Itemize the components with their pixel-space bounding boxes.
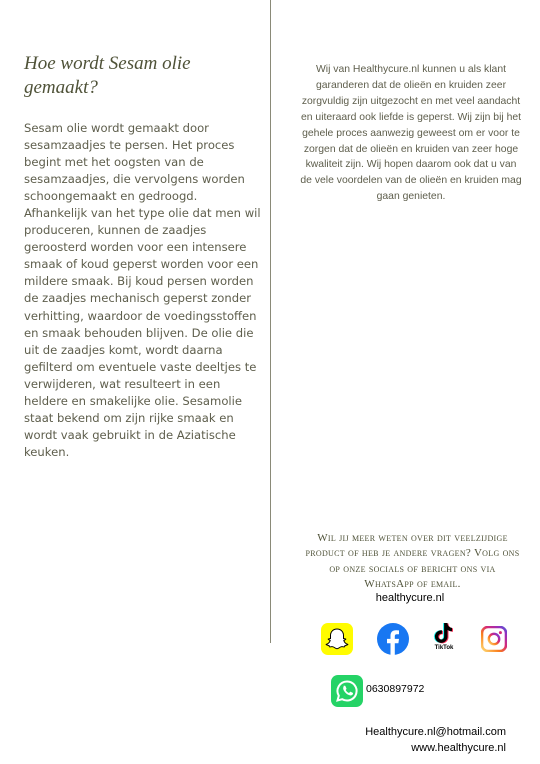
tiktok-label: TikTok bbox=[434, 645, 454, 651]
body-paragraph: Sesam olie wordt gemaakt door sesamzaadjes te persen. Het proces begint met het oogsten van de sesamzaadjes, die vervolgens worden schoongemaakt en gedroogd. Afhankelijk van het type olie dat men wil produceren, kunnen de zaadjes geroosterd worden voor een intensere smaak of koud geperst worden voor een mildere smaak. Bij koud persen worden de zaadjes mechanisch geperst zonder verhitting, waardoor de voedingsstoffen en smaak behouden blijven. De olie die uit de zaadjes komt, wordt daarna gefilterd om eventuele vaste deeltjes te verwijderen, wat resulteert in een heldere en smakelijke olie. Sesamolie staat bekend om zijn rijke smaak en wordt vaak gebruikt in de Aziatische keuken. bbox=[24, 121, 261, 459]
intro-paragraph: Wij van Healthycure.nl kunnen u als klant garanderen dat de olieën en kruiden zeer zorgvuldig zijn uitgezocht en met veel aandacht en uiteraard ook liefde is geperst. Wij zijn bij het gehele proces aanwezig geweest om er voor te zorgen dat de olieën en kruiden van zeer hoge kwaliteit zijn. Wij hopen daarom ook dat u van de vele voordelen van de olieën en kruiden mag gaan genieten. bbox=[300, 64, 522, 203]
whatsapp-icon[interactable] bbox=[331, 675, 363, 707]
instagram-icon[interactable] bbox=[478, 623, 510, 655]
snapchat-icon[interactable] bbox=[321, 623, 353, 655]
phone-number[interactable]: 0630897972 bbox=[366, 683, 425, 695]
email-address[interactable]: Healthycure.nl@hotmail.com bbox=[365, 726, 506, 738]
contact-call-to-action: Wil jij meer weten over dit veelzijdige product of heb je andere vragen? Volg ons op onze socials of bericht ons via WhatsApp of email. bbox=[305, 532, 520, 590]
facebook-icon[interactable] bbox=[377, 623, 409, 655]
website-link[interactable]: www.healthycure.nl bbox=[411, 742, 506, 754]
site-name: healthycure.nl bbox=[375, 592, 445, 604]
page-title: Hoe wordt Sesam olie gemaakt? bbox=[24, 53, 191, 98]
column-divider bbox=[270, 0, 271, 643]
